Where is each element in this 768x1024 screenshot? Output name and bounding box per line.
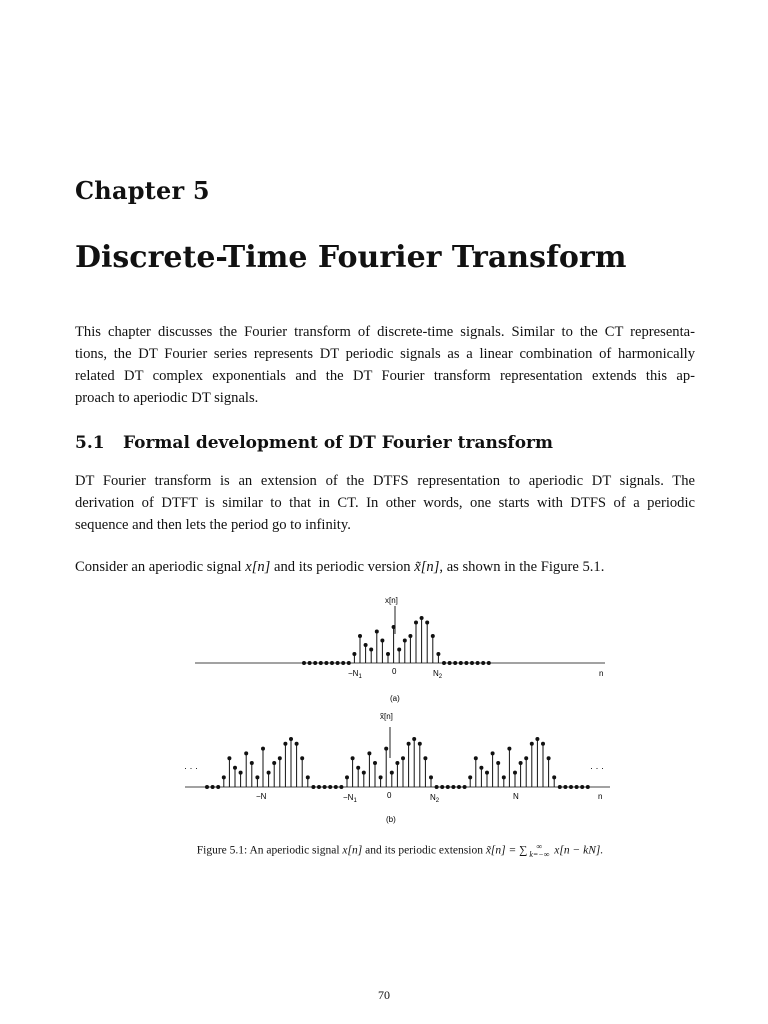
zero-sample (580, 785, 584, 789)
ylabel-b: x̃[n] (380, 712, 393, 721)
sum-limits (529, 843, 549, 859)
zero-sample (463, 785, 467, 789)
sum-upper: ∞ (536, 842, 543, 851)
sum-lower: k=−∞ (529, 850, 550, 859)
zero-sample (457, 785, 461, 789)
section-title: Formal development of DT Fourier transform (123, 433, 554, 453)
stem-marker (414, 621, 418, 625)
stem-marker (244, 751, 248, 755)
stem-marker (431, 634, 435, 638)
tick-sub: 1 (358, 674, 362, 680)
zero-sample (317, 785, 321, 789)
stem-plot-figure (180, 588, 620, 833)
stem-marker (358, 634, 362, 638)
stems-a (302, 616, 491, 665)
stem-marker (535, 737, 539, 741)
zero-sample (330, 661, 334, 665)
stem-marker (397, 648, 401, 652)
intro-paragraph (75, 321, 695, 409)
zero-sample (216, 785, 220, 789)
stem-marker (491, 751, 495, 755)
stem-marker (272, 761, 276, 765)
chapter-title: Discrete-Time Fourier Transform (75, 240, 627, 275)
stem-marker (267, 771, 271, 775)
stem-marker (507, 747, 511, 751)
stem-marker (390, 771, 394, 775)
caption-math: x[n] (342, 844, 363, 857)
stem-marker (300, 756, 304, 760)
zero-sample (435, 785, 439, 789)
zero-sample (464, 661, 468, 665)
zero-sample (459, 661, 463, 665)
stem-marker (380, 639, 384, 643)
stem-marker (407, 742, 411, 746)
figure-5-1 (180, 588, 620, 833)
zero-sample (442, 661, 446, 665)
intro-line: tions, the DT Fourier series represents DT periodic signals as a linear combination of harmonically (75, 346, 695, 362)
zero-sample (341, 661, 345, 665)
tick-n2 (433, 669, 443, 680)
section-number: 5.1 (75, 433, 105, 453)
sublabel-b: (b) (386, 815, 396, 824)
tick-sub: 2 (438, 674, 443, 680)
tick-neg-big-n: −N (256, 792, 267, 801)
zero-sample (586, 785, 590, 789)
stem-marker (352, 652, 356, 656)
zero-sample (339, 785, 343, 789)
stem-marker (261, 747, 265, 751)
zero-sample (323, 785, 327, 789)
stem-marker (283, 742, 287, 746)
tick-sub: 2 (435, 798, 440, 804)
stem-marker (468, 775, 472, 779)
tick-zero: 0 (387, 791, 392, 800)
math-signal: x[n] (245, 559, 271, 575)
tick-big-n: N (513, 792, 519, 801)
zero-sample (558, 785, 562, 789)
intro-line: related DT complex exponentials and the DT Fourier transform representation extends this ap- (75, 368, 695, 384)
zero-sample (440, 785, 444, 789)
intro-line: This chapter discusses the Fourier transform of discrete-time signals. Similar to the CT representa- (75, 324, 695, 340)
stem-marker (429, 775, 433, 779)
stem-marker (479, 766, 483, 770)
tick-zero: 0 (392, 667, 397, 676)
stem-marker (423, 756, 427, 760)
zero-sample (470, 661, 474, 665)
stem-marker (386, 652, 390, 656)
stem-marker (513, 771, 517, 775)
zero-sample (569, 785, 573, 789)
tick-sub: 1 (353, 798, 357, 804)
zero-sample (446, 785, 450, 789)
tick-n2 (430, 793, 440, 804)
caption-formula: x̃[n] = ∑ (485, 844, 528, 857)
stem-marker (392, 625, 396, 629)
zero-sample (476, 661, 480, 665)
stem-marker (502, 775, 506, 779)
stem-marker (222, 775, 226, 779)
stem-marker (530, 742, 534, 746)
stem-marker (420, 616, 424, 620)
stem-marker (351, 756, 355, 760)
zero-sample (453, 661, 457, 665)
stem-marker (369, 648, 373, 652)
ellipsis-right: · · · (590, 763, 604, 773)
tick-text: N (433, 669, 439, 678)
body-line: sequence and then lets the period go to infinity. (75, 517, 351, 533)
stem-marker (436, 652, 440, 656)
stem-marker (278, 756, 282, 760)
tick-n: n (598, 792, 603, 801)
stem-marker (541, 742, 545, 746)
tick-text: N (430, 793, 436, 802)
stem-marker (408, 634, 412, 638)
stem-marker (552, 775, 556, 779)
stem-marker (255, 775, 259, 779)
zero-sample (481, 661, 485, 665)
stem-marker (364, 643, 368, 647)
stem-marker (401, 756, 405, 760)
intro-line: proach to aperiodic DT signals. (75, 390, 259, 406)
zero-sample (211, 785, 215, 789)
chapter-label: Chapter 5 (75, 176, 210, 205)
zero-sample (328, 785, 332, 789)
zero-sample (205, 785, 209, 789)
zero-sample (308, 661, 312, 665)
zero-sample (319, 661, 323, 665)
tick-neg-n1 (348, 669, 362, 680)
zero-sample (311, 785, 315, 789)
stem-marker (367, 751, 371, 755)
zero-sample (302, 661, 306, 665)
stem-marker (395, 761, 399, 765)
zero-sample (575, 785, 579, 789)
zero-sample (451, 785, 455, 789)
text-run: , as shown in the Figure 5.1. (439, 559, 605, 575)
stem-marker (295, 742, 299, 746)
stem-marker (345, 775, 349, 779)
zero-sample (313, 661, 317, 665)
caption-text: Figure 5.1: An aperiodic signal (196, 844, 343, 857)
stems-b (205, 737, 590, 789)
zero-sample (487, 661, 491, 665)
sublabel-a: (a) (390, 694, 400, 703)
tick-n: n (599, 669, 604, 678)
ylabel-a: x[n] (385, 596, 398, 605)
zero-sample (448, 661, 452, 665)
stem-marker (403, 639, 407, 643)
body-line: DT Fourier transform is an extension of the DTFS representation to aperiodic DT signals. The (75, 473, 695, 489)
figure-caption (75, 843, 725, 859)
stem-marker (412, 737, 416, 741)
tick-text: −N (343, 793, 354, 802)
ellipsis-left: · · · (184, 763, 198, 773)
stem-marker (356, 766, 360, 770)
stem-marker (379, 775, 383, 779)
tick-neg-n1 (343, 793, 357, 804)
text-run: and its periodic version (270, 559, 415, 575)
section-heading (75, 433, 553, 453)
stem-marker (362, 771, 366, 775)
text-run: Consider an aperiodic signal (75, 559, 246, 575)
caption-math: x[n − kN]. (551, 844, 604, 857)
stem-marker (306, 775, 310, 779)
stem-marker (375, 630, 379, 634)
figure-reference-paragraph (75, 556, 695, 578)
body-line: derivation of DTFT is similar to that in CT. In other words, one starts with DTFS of a periodic (75, 495, 695, 511)
stem-marker (547, 756, 551, 760)
math-periodic-signal: x̃[n] (414, 559, 440, 575)
body-line (75, 556, 695, 578)
zero-sample (334, 785, 338, 789)
caption-text: and its periodic extension (362, 844, 486, 857)
zero-sample (324, 661, 328, 665)
stem-marker (227, 756, 231, 760)
stem-marker (289, 737, 293, 741)
stem-marker (373, 761, 377, 765)
body-paragraph (75, 470, 695, 536)
stem-marker (474, 756, 478, 760)
zero-sample (563, 785, 567, 789)
stem-marker (485, 771, 489, 775)
page-number: 70 (378, 988, 390, 1002)
stem-marker (233, 766, 237, 770)
panel-b (184, 712, 610, 824)
stem-marker (496, 761, 500, 765)
stem-marker (519, 761, 523, 765)
stem-marker (418, 742, 422, 746)
stem-marker (384, 747, 388, 751)
stem-marker (239, 771, 243, 775)
zero-sample (347, 661, 351, 665)
zero-sample (336, 661, 340, 665)
stem-marker (524, 756, 528, 760)
tick-text: −N (348, 669, 359, 678)
stem-marker (425, 621, 429, 625)
panel-a (195, 596, 605, 703)
stem-marker (250, 761, 254, 765)
